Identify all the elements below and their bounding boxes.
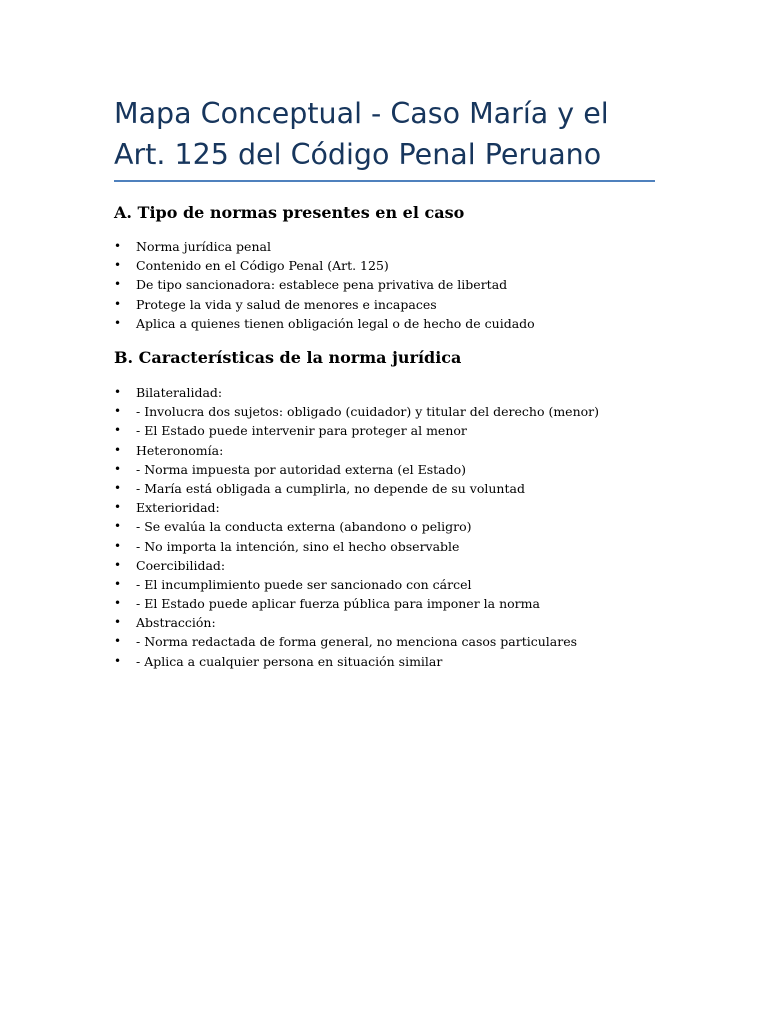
list-item	[114, 652, 599, 671]
list-item-text: - Aplica a cualquier persona en situación similar	[136, 653, 443, 669]
bullet-icon: •	[114, 442, 122, 457]
list-item	[114, 575, 599, 594]
list-item-text: Protege la vida y salud de menores e incapaces	[136, 296, 437, 312]
section-a-list	[114, 237, 535, 333]
list-item	[114, 594, 599, 613]
list-item	[114, 441, 599, 460]
bullet-icon: •	[114, 500, 122, 515]
bullet-icon: •	[114, 461, 122, 476]
list-item-text: - Involucra dos sujetos: obligado (cuidador) y titular del derecho (menor)	[136, 404, 600, 420]
list-item	[114, 237, 535, 256]
bullet-icon: •	[114, 557, 122, 572]
list-item	[114, 460, 599, 479]
list-item-text: - El Estado puede aplicar fuerza pública para imponer la norma	[136, 596, 540, 612]
list-item-text: Norma jurídica penal	[136, 239, 271, 254]
list-item	[114, 383, 599, 402]
section-b-list	[114, 383, 599, 671]
bullet-icon: •	[114, 423, 122, 438]
bullet-icon: •	[114, 404, 122, 419]
list-item-text: - Se evalúa la conducta externa (abandono o peligro)	[136, 519, 472, 535]
list-item	[114, 256, 535, 275]
bullet-icon: •	[114, 634, 122, 649]
bullet-icon: •	[114, 277, 122, 292]
section-heading-a: A. Tipo de normas presentes en el caso	[114, 203, 465, 222]
list-item-text: Aplica a quienes tienen obligación legal o de hecho de cuidado	[136, 315, 535, 331]
list-item	[114, 517, 599, 536]
list-item-text: - Norma redactada de forma general, no menciona casos particulares	[136, 634, 578, 650]
bullet-icon: •	[114, 596, 122, 611]
title-underline	[114, 180, 655, 182]
list-item	[114, 537, 599, 556]
list-item	[114, 314, 535, 333]
list-item-text: - Norma impuesta por autoridad externa (el Estado)	[136, 461, 466, 477]
list-item-text: Coercibilidad:	[136, 557, 226, 573]
bullet-icon: •	[114, 385, 122, 399]
list-item	[114, 613, 599, 632]
list-item-text: Bilateralidad:	[136, 385, 223, 400]
bullet-icon: •	[114, 576, 122, 591]
list-item	[114, 556, 599, 575]
bullet-icon: •	[114, 615, 122, 630]
list-item-text: Abstracción:	[136, 615, 216, 631]
bullet-icon: •	[114, 653, 122, 668]
list-item-text: Exterioridad:	[136, 500, 220, 516]
list-item-text: - No importa la intención, sino el hecho observable	[136, 538, 460, 554]
list-item	[114, 275, 535, 294]
bullet-icon: •	[114, 315, 122, 330]
list-item	[114, 479, 599, 498]
list-item	[114, 402, 599, 421]
bullet-icon: •	[114, 480, 122, 495]
list-item-text: - María está obligada a cumplirla, no depende de su voluntad	[136, 480, 525, 496]
list-item-text: Contenido en el Código Penal (Art. 125)	[136, 258, 389, 274]
bullet-icon: •	[114, 519, 122, 534]
bullet-icon: •	[114, 258, 122, 273]
bullet-icon: •	[114, 538, 122, 553]
bullet-icon: •	[114, 296, 122, 311]
page-title: Mapa Conceptual - Caso María y el Art. 125 del Código Penal Peruano	[114, 97, 609, 171]
list-item	[114, 295, 535, 314]
list-item-text: - El Estado puede intervenir para proteger al menor	[136, 423, 467, 439]
list-item-text: Heteronomía:	[136, 442, 224, 458]
list-item-text: De tipo sancionadora: establece pena privativa de libertad	[136, 277, 508, 293]
bullet-icon: •	[114, 239, 122, 253]
list-item	[114, 421, 599, 440]
list-item	[114, 632, 599, 651]
list-item-text: - El incumplimiento puede ser sancionado con cárcel	[136, 576, 472, 592]
section-heading-b: B. Características de la norma jurídica	[114, 348, 462, 367]
list-item	[114, 498, 599, 517]
